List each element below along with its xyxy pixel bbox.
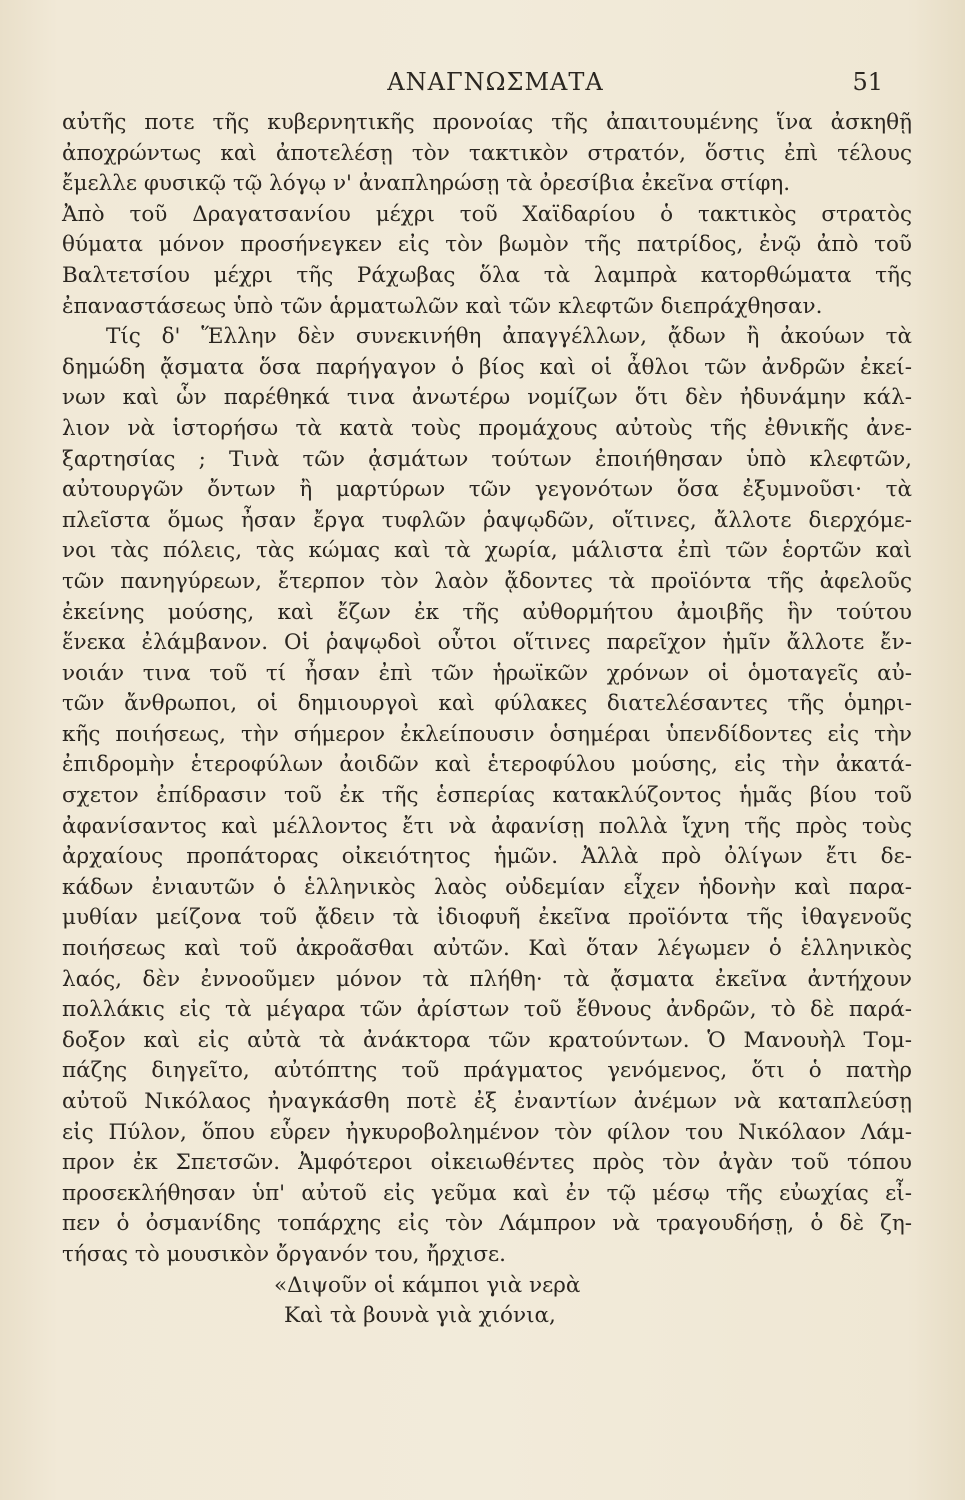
text-line: αὐτοῦ Νικόλαος ἠναγκάσθη ποτὲ ἐξ ἐναντίων ἀνέμων νὰ καταπλεύσῃ	[62, 1089, 912, 1114]
text-line: ἔμελλε φυσικῷ τῷ λόγῳ ν' ἀναπληρώσῃ τὰ ὀρεσίβια ἐκεῖνα στίφη.	[62, 171, 791, 197]
text-line: τήσας τὸ μουσικὸν ὄργανόν του, ἤρχισε.	[62, 1241, 506, 1267]
running-title: ΑΝΑΓΝΩΣΜΑΤΑ	[387, 68, 604, 96]
text-line: ἐπαναστάσεως ὑπὸ τῶν ἁρματωλῶν καὶ τῶν κλεφτῶν διεπράχθησαν.	[62, 293, 823, 319]
text-line: σχετον ἐπίδρασιν τοῦ ἐκ τῆς ἑσπερίας κατακλύζοντος ἡμᾶς βίου τοῦ	[62, 783, 912, 809]
text-line: τῶν πανηγύρεων, ἔτερπον τὸν λαὸν ᾄδοντες τὰ προϊόντα τῆς ἀφελοῦς	[62, 568, 912, 594]
text-line: προν ἐκ Σπετσῶν. Ἀμφότεροι οἰκειωθέντες πρὸς τὸν ἀγὰν τοῦ τόπου	[62, 1150, 912, 1176]
text-line: ἀφανίσαντος καὶ μέλλοντος ἔτι νὰ ἀφανίσῃ πολλὰ ἴχνη τῆς πρὸς τοὺς	[62, 813, 912, 839]
text-line: κῆς ποιήσεως, τὴν σήμερον ἐκλείπουσιν ὁσημέραι ὑπενδίδοντες εἰς τὴν	[62, 721, 912, 747]
text-line: Τίς δ' Ἕλλην δὲν συνεκινήθη ἀπαγγέλλων, ᾄδων ἢ ἀκούων τὰ	[106, 324, 912, 350]
text-line: προσεκλήθησαν ὑπ' αὐτοῦ εἰς γεῦμα καὶ ἐν τῷ μέσῳ τῆς εὐωχίας εἶ-	[62, 1180, 912, 1206]
page-number: 51	[852, 68, 883, 96]
text-line: ἀποχρώντως καὶ ἀποτελέσῃ τὸν τακτικὸν στρατόν, ὅστις ἐπὶ τέλους	[62, 140, 912, 166]
text-line: δοξον καὶ εἰς αὐτὰ τὰ ἀνάκτορα τῶν κρατούντων. Ὁ Μανουὴλ Τομ-	[62, 1027, 912, 1053]
text-line: νοι τὰς πόλεις, τὰς κώμας καὶ τὰ χωρία, μάλιστα ἐπὶ τῶν ἑορτῶν καὶ	[62, 538, 912, 564]
text-line: δημώδη ᾄσματα ὅσα παρήγαγον ὁ βίος καὶ οἱ ἆθλοι τῶν ἀνδρῶν ἐκεί-	[62, 354, 912, 380]
text-line: ποιήσεως καὶ τοῦ ἀκροᾶσθαι αὐτῶν. Καὶ ὅταν λέγωμεν ὁ ἑλληνικὸς	[62, 936, 912, 962]
text-line: πεν ὁ ὀσμανίδης τοπάρχης εἰς τὸν Λάμπρον νὰ τραγουδήσῃ, ὁ δὲ ζη-	[62, 1211, 912, 1237]
verse-line: Καὶ τὰ βουνὰ γιὰ χιόνια,	[284, 1303, 556, 1329]
text-line: πλεῖστα ὅμως ἦσαν ἔργα τυφλῶν ῥαψῳδῶν, οἵτινες, ἄλλοτε διερχόμε-	[62, 507, 912, 533]
text-line: πολλάκις εἰς τὰ μέγαρα τῶν ἀρίστων τοῦ ἔθνους ἀνδρῶν, τὸ δὲ παρά-	[62, 997, 912, 1023]
text-line: ἐπιδρομὴν ἑτεροφύλων ἀοιδῶν καὶ ἑτεροφύλου μούσης, εἰς τὴν ἀκατά-	[62, 752, 912, 778]
text-line: λιον νὰ ἱστορήσω τὰ κατὰ τοὺς προμάχους αὐτοὺς τῆς ἐθνικῆς ἀνε-	[62, 415, 912, 441]
text-line: Ἀπὸ τοῦ Δραγατσανίου μέχρι τοῦ Χαϊδαρίου ὁ τακτικὸς στρατὸς	[62, 201, 912, 227]
text-line: αὐτουργῶν ὄντων ἢ μαρτύρων τῶν γεγονότων ὅσα ἐξυμνοῦσι· τὰ	[62, 477, 912, 503]
text-line: πάζης διηγεῖτο, αὐτόπτης τοῦ πράγματος γενόμενος, ὅτι ὁ πατὴρ	[62, 1058, 912, 1084]
text-line: νων καὶ ὧν παρέθηκά τινα ἀνωτέρω νομίζων ὅτι δὲν ἠδυνάμην κάλ-	[62, 385, 912, 411]
text-line: λαός, δὲν ἐννοοῦμεν μόνον τὰ πλήθη· τὰ ᾄσματα ἐκεῖνα ἀντήχουν	[62, 966, 912, 992]
text-line: ἀρχαίους προπάτορας οἰκειότητος ἡμῶν. Ἀλλὰ πρὸ ὀλίγων ἔτι δε-	[62, 844, 912, 870]
text-line: ἐκείνης μούσης, καὶ ἔζων ἐκ τῆς αὐθορμήτου ἀμοιβῆς ἣν τούτου	[62, 599, 912, 625]
running-header	[108, 68, 883, 104]
text-line: ἕνεκα ἐλάμβανον. Οἱ ῥαψῳδοὶ οὗτοι οἵτινες παρεῖχον ἡμῖν ἄλλοτε ἔν-	[62, 630, 912, 656]
verse-line: «Διψοῦν οἱ κάμποι γιὰ νερὰ	[274, 1272, 581, 1298]
text-line: ξαρτησίας ; Τινὰ τῶν ᾀσμάτων τούτων ἐποιήθησαν ὑπὸ κλεφτῶν,	[62, 446, 912, 472]
text-line: κάδων ἐνιαυτῶν ὁ ἑλληνικὸς λαὸς οὐδεμίαν εἶχεν ἡδονὴν καὶ παρα-	[62, 874, 912, 900]
text-line: νοιάν τινα τοῦ τί ἦσαν ἐπὶ τῶν ἡρωϊκῶν χρόνων οἱ ὁμοταγεῖς αὐ-	[62, 660, 912, 686]
body-text	[62, 108, 912, 1332]
text-line: εἰς Πύλον, ὅπου εὗρεν ἠγκυροβολημένον τὸν φίλον του Νικόλαον Λάμ-	[62, 1119, 912, 1145]
text-line: τῶν ἄνθρωποι, οἱ δημιουργοὶ καὶ φύλακες διατελέσαντες τῆς ὁμηρι-	[62, 691, 912, 717]
text-line: αὐτῆς ποτε τῆς κυβερνητικῆς προνοίας τῆς ἀπαιτουμένης ἵνα ἀσκηθῇ	[62, 110, 912, 135]
text-line: μυθίαν μείζονα τοῦ ᾄδειν τὰ ἰδιοφυῆ ἐκεῖνα προϊόντα τῆς ἰθαγενοῦς	[62, 905, 912, 931]
text-line: θύματα μόνον προσήνεγκεν εἰς τὸν βωμὸν τῆς πατρίδος, ἐνῷ ἀπὸ τοῦ	[62, 232, 912, 258]
text-line: Βαλτετσίου μέχρι τῆς Ράχωβας ὅλα τὰ λαμπρὰ κατορθώματα τῆς	[62, 262, 912, 288]
